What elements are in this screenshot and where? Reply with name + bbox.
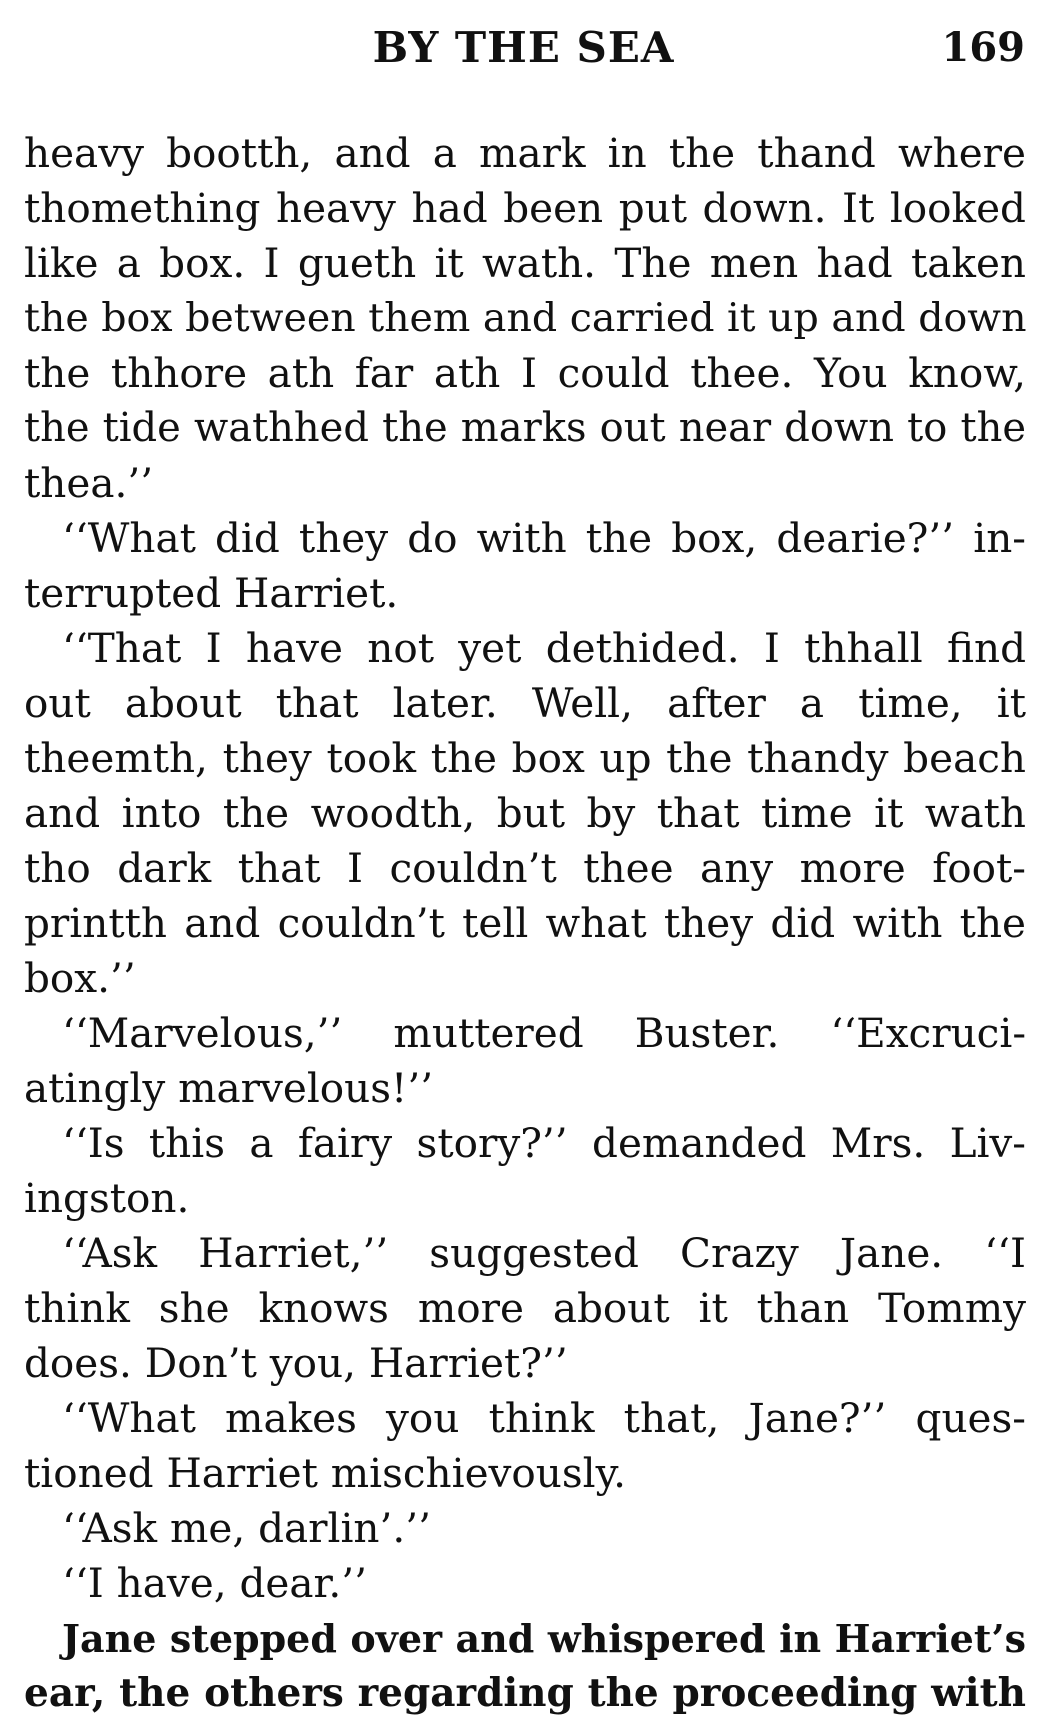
text-line: ‘‘Marvelous,’’ muttered Buster. ‘‘Excruci- [62, 1009, 1026, 1057]
page-number: 169 [941, 24, 1025, 71]
text-line: out about that later. Well, after a time, it [24, 679, 1026, 727]
text-line: the tide wathhed the marks out near down to the [24, 405, 1026, 451]
text-line: tioned Harriet mischievously. [24, 1449, 627, 1497]
text-line: and into the woodth, but by that time it wath [24, 789, 1026, 837]
text-line: atingly marvelous!’’ [24, 1064, 434, 1112]
text-line: ‘‘What makes you think that, Jane?’’ ques- [62, 1394, 1026, 1442]
text-line: thomething heavy had been put down. It looked [24, 184, 1026, 232]
text-line: ‘‘Ask Harriet,’’ suggested Crazy Jane. ‘‘I [62, 1229, 1026, 1277]
text-line: think she knows more about it than Tommy [24, 1284, 1026, 1332]
text-line: Jane stepped over and whispered in Harriet’s [62, 1616, 1026, 1661]
text-line: theemth, they took the box up the thandy beach [24, 734, 1026, 782]
body-text [24, 126, 1026, 1721]
text-line: tho dark that I couldn’t thee any more foot- [24, 844, 1026, 892]
text-line: terrupted Harriet. [24, 569, 399, 617]
text-line: does. Don’t you, Harriet?’’ [24, 1339, 568, 1387]
text-line: thea.’’ [24, 459, 154, 507]
text-line: like a box. I gueth it wath. The men had taken [24, 239, 1026, 287]
text-line: ingston. [24, 1174, 190, 1222]
text-line: the thhore ath far ath I could thee. You know, [24, 349, 1026, 397]
text-line: ‘‘I have, dear.’’ [62, 1559, 368, 1607]
running-head [0, 18, 1047, 78]
text-line: printth and couldn’t tell what they did with the [24, 899, 1026, 947]
text-line: the box between them and carried it up and down [24, 295, 1027, 341]
text-line: heavy bootth, and a mark in the thand where [24, 129, 1026, 177]
text-line: ‘‘Is this a fairy story?’’ demanded Mrs. Liv- [62, 1119, 1026, 1167]
chapter-title: BY THE SEA [372, 23, 675, 72]
text-line: ‘‘That I have not yet dethided. I thhall find [62, 624, 1026, 672]
text-line: ‘‘What did they do with the box, dearie?’’ in- [62, 514, 1026, 562]
text-line: ear, the others regarding the proceeding with [24, 1670, 1026, 1716]
text-line: ‘‘Ask me, darlin’.’’ [62, 1504, 432, 1552]
text-line: box.’’ [24, 954, 136, 1002]
